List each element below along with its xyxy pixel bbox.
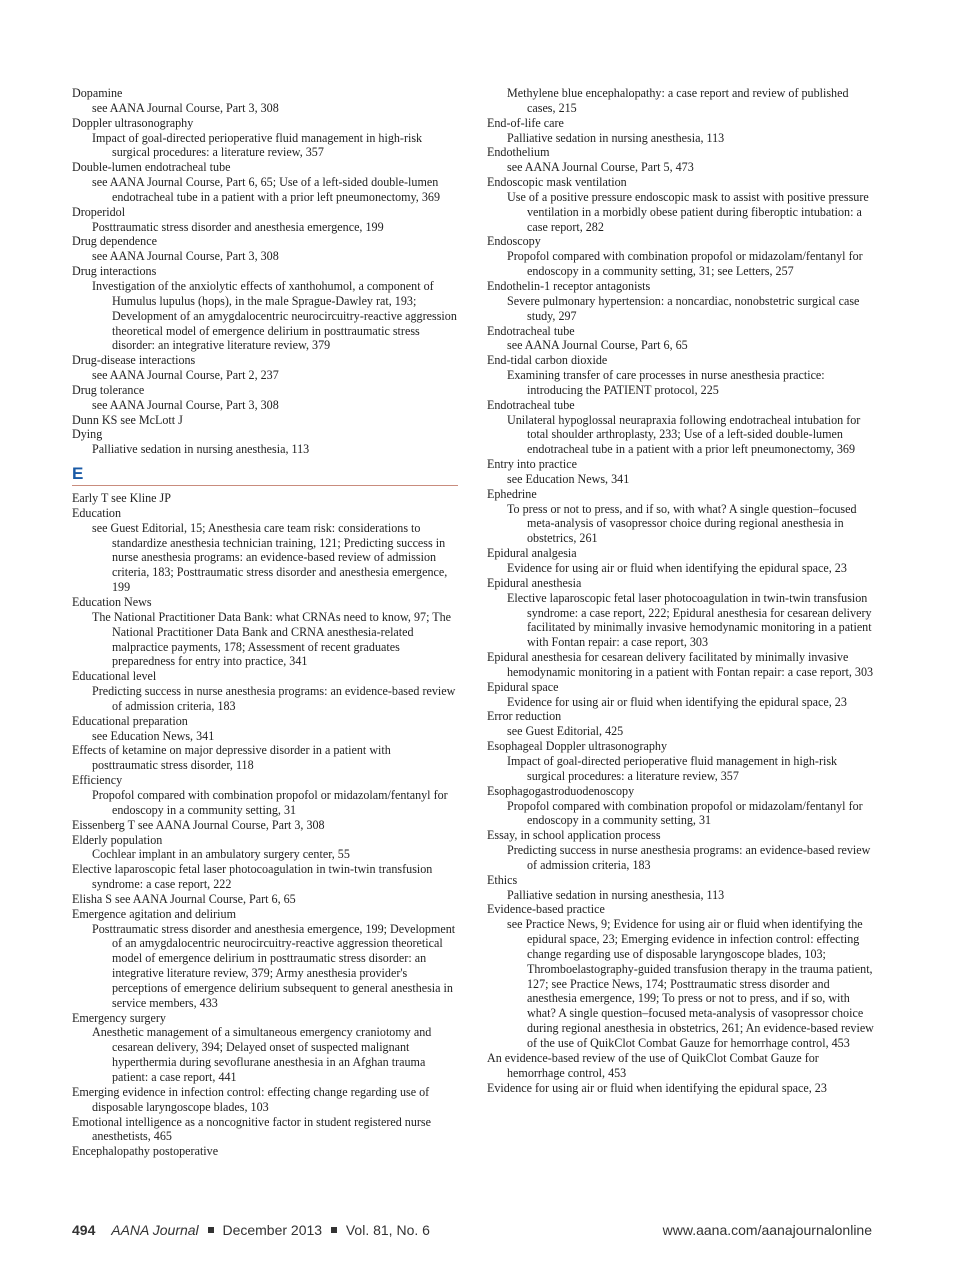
index-subentry: Impact of goal-directed perioperative fluid management in high-risk surgical procedures: a literature review, 357 (92, 130, 423, 160)
index-entry (72, 491, 458, 506)
index-heading: Epidural anesthesia (487, 575, 582, 590)
index-heading: Endothelin-1 receptor antagonists (487, 278, 651, 293)
index-subentry: Elective laparoscopic fetal laser photocoagulation in twin-twin transfusion syndrome: a case report, 222; Epidural anesthesia for cesarean delivery facilitated by minimally invasive hemodynamic monitoring in a patient with Fontan repair: a case report, 303 (507, 590, 872, 650)
index-entry (487, 902, 877, 1050)
index-heading: Endoscopy (487, 234, 541, 249)
index-subentry: Methylene blue encephalopathy: a case report and review of published cases, 215 (507, 86, 849, 115)
index-entry (72, 506, 458, 595)
index-heading: Esophagogastroduodenoscopy (487, 783, 635, 798)
index-subentry: Evidence for using air or fluid when identifying the epidural space, 23 (507, 561, 847, 575)
index-entries-e-continued (487, 86, 877, 1095)
index-entry (487, 324, 877, 354)
index-heading: Epidural analgesia (487, 546, 577, 561)
index-entry (487, 680, 877, 710)
index-entry (72, 353, 458, 383)
index-entry (72, 1144, 458, 1159)
volume-info: Vol. 81, No. 6 (345, 1222, 430, 1238)
index-entry (72, 413, 458, 428)
index-subentry: see Guest Editorial, 15; Anesthesia care team risk: considerations to standardize anesthesia technician training, 121; Predicting success in nurse anesthesia programs: an evidence-based review of admission criteria, 183; Posttraumatic stress disorder and anesthesia emergence, 199 (92, 520, 448, 595)
index-heading: Educational preparation (72, 713, 188, 728)
index-heading: Drug dependence (72, 234, 157, 249)
index-subentry: Unilateral hypoglossal neurapraxia following endotracheal intubation for total shoulder arthroplasty, 233; Use of a left-sided double-lumen endotracheal tube in a patient with a prior left pneumonectomy, 369 (507, 412, 861, 457)
index-entry (487, 234, 877, 279)
index-subentry: Posttraumatic stress disorder and anesthesia emergence, 199; Development of an amygdalocentric neurocircuitry-reactive aggression theoretical model of emergence delirium in posttraumatic stress disorder: an integrative literature review, 379; Army anesthesia provider's perceptions of emergence delirium subsequent to general anesthesia in service members, 433 (92, 921, 456, 1010)
index-heading: An evidence-based review of the use of QuikClot Combat Gauze for hemorrhage control, 453 (487, 1050, 819, 1080)
index-entry (72, 1115, 458, 1145)
index-entry (487, 398, 877, 457)
index-heading: Endoscopic mask ventilation (487, 175, 627, 190)
index-subentry: see AANA Journal Course, Part 2, 237 (92, 368, 279, 383)
index-subentry: Examining transfer of care processes in nurse anesthesia practice: introducing the PATIENT protocol, 225 (507, 368, 825, 397)
index-heading: Effects of ketamine on major depressive disorder in a patient with posttraumatic stress disorder, 118 (72, 743, 391, 773)
index-entry (487, 576, 877, 650)
index-entry (487, 739, 877, 784)
index-heading: Emergence agitation and delirium (72, 906, 236, 921)
index-entries-d (72, 86, 458, 457)
index-heading: Efficiency (72, 773, 123, 788)
journal-url: www.aana.com/aanajournalonline (662, 1222, 872, 1238)
index-heading: Dying (72, 427, 103, 442)
index-entry (72, 264, 458, 353)
index-entry (72, 86, 458, 116)
index-subentry: Evidence for using air or fluid when identifying the epidural space, 23 (507, 694, 847, 709)
index-entry (487, 873, 877, 903)
index-entry (72, 205, 458, 235)
index-subentry: see Practice News, 9; Evidence for using air or fluid when identifying the epidural space, 23; Emerging evidence in infection control: effecting change regarding use of disposable laryngoscope blades, 103; Thromboelastography-guided transfusion therapy in the trauma patient, 127; see Practice News, 174; Posttraumatic stress disorder and anesthesia emergence, 199; To press or not to press, and if so, with what? A single question–focused meta-analysis of vasopressor choice during regional anesthesia in obstetrics, 261; An evidence-based review of the use of QuikClot Combat Gauze for hemorrhage control, 453 (507, 917, 874, 1050)
index-subentry: see Education News, 341 (92, 728, 215, 743)
index-entry (72, 862, 458, 892)
index-heading: Essay, in school application process (487, 828, 661, 843)
page-footer (72, 1222, 872, 1242)
index-entry (72, 773, 458, 818)
index-entry (487, 457, 877, 487)
index-subentry: Propofol compared with combination propofol or midazolam/fentanyl for endoscopy in a community setting, 31 (92, 787, 448, 817)
index-subentry: Palliative sedation in nursing anesthesia, 113 (507, 887, 725, 902)
index-entry (487, 709, 877, 739)
index-heading: Educational level (72, 669, 157, 684)
separator-square-icon (208, 1227, 214, 1233)
index-heading: Endotracheal tube (487, 323, 575, 338)
index-heading: Entry into practice (487, 457, 577, 472)
separator-square-icon (331, 1227, 337, 1233)
index-entry (72, 1085, 458, 1115)
index-heading: Emerging evidence in infection control: effecting change regarding use of disposable laryngoscope blades, 103 (72, 1084, 430, 1114)
index-subentry: Use of a positive pressure endoscopic mask to assist with positive pressure ventilation in a morbidly obese patient during fiberoptic intubation: a case report, 282 (507, 189, 869, 234)
index-subentry: see Guest Editorial, 425 (507, 724, 624, 739)
right-column (487, 86, 877, 1095)
index-subentry: Predicting success in nurse anesthesia programs: an evidence-based review of admission criteria, 183 (92, 684, 456, 713)
index-entry (72, 743, 458, 773)
index-heading: Encephalopathy postoperative (72, 1144, 219, 1159)
index-heading: Drug tolerance (72, 382, 145, 397)
index-heading: Evidence-based practice (487, 902, 605, 917)
index-heading: Dopamine (72, 86, 123, 100)
index-entry (72, 714, 458, 744)
index-entry (72, 234, 458, 264)
index-heading: Emotional intelligence as a noncognitive factor in student registered nurse anesthetists, 465 (72, 1114, 432, 1144)
journal-name: AANA Journal (111, 1222, 199, 1238)
index-subentry: Palliative sedation in nursing anesthesia, 113 (92, 442, 310, 457)
index-subentry: Impact of goal-directed perioperative fluid management in high-risk surgical procedures: a literature review, 357 (507, 753, 838, 783)
index-subentry: The National Practitioner Data Bank: what CRNAs need to know, 97; The National Practitioner Data Bank and CRNA anesthesia-related malpractice payments, 178; Assessment of recent graduates preparedness for entry into practice, 341 (92, 609, 452, 669)
index-subentry: see AANA Journal Course, Part 6, 65; Use of a left-sided double-lumen endotracheal tube in a patient with a prior left pneumonectomy, 369 (92, 175, 440, 204)
index-entry (487, 116, 877, 146)
index-heading: Epidural anesthesia for cesarean delivery facilitated by minimally invasive hemodynamic monitoring in a patient with Fontan repair: a case report, 303 (487, 650, 874, 679)
index-subentry: Investigation of the anxiolytic effects of xanthohumol, a component of Humulus lupulus (hops), in the male Sprague-Dawley rat, 193; Development of an amygdalocentric neurocircuitry-reactive aggression theoretical model of emergence delirium in posttraumatic stress disorder: an integrative literature review, 379 (92, 278, 457, 353)
index-entry (72, 669, 458, 714)
index-heading: Education (72, 505, 122, 520)
index-entries-e (72, 491, 458, 1159)
index-heading: Elderly population (72, 832, 163, 847)
issue-date: December 2013 (222, 1222, 323, 1238)
index-heading: End-of-life care (487, 115, 564, 130)
index-subentry: Propofol compared with combination propofol or midazolam/fentanyl for endoscopy in a community setting, 31; see Letters, 257 (507, 249, 863, 279)
index-heading: Double-lumen endotracheal tube (72, 160, 231, 175)
index-entry (487, 784, 877, 829)
index-heading: Drug-disease interactions (72, 353, 196, 368)
index-entry (487, 1051, 877, 1081)
index-heading: Error reduction (487, 709, 562, 724)
index-subentry: see Education News, 341 (507, 471, 630, 486)
index-subentry: Anesthetic management of a simultaneous emergency craniotomy and cesarean delivery, 394; Delayed onset of suspected malignant hyperthermia during sevoflurane anesthesia in an Afghan trauma patient: a case report, 441 (92, 1025, 432, 1084)
section-letter-e: E (72, 464, 458, 486)
index-entry (487, 86, 877, 116)
index-subentry: To press or not to press, and if so, with what? A single question–focused meta-analysis of vasopressor choice during regional anesthesia in obstetrics, 261 (507, 501, 857, 546)
index-subentry: Propofol compared with combination propofol or midazolam/fentanyl for endoscopy in a community setting, 31 (507, 798, 863, 828)
index-entry (487, 145, 877, 175)
left-column (72, 86, 458, 1159)
index-subentry: see AANA Journal Course, Part 6, 65 (507, 338, 688, 353)
index-subentry: Predicting success in nurse anesthesia programs: an evidence-based review of admission criteria, 183 (507, 843, 871, 872)
index-entry (487, 828, 877, 873)
index-entry (72, 818, 458, 833)
index-entry (72, 116, 458, 161)
index-heading: End-tidal carbon dioxide (487, 353, 608, 368)
index-heading: Emergency surgery (72, 1010, 166, 1025)
page-number: 494 (72, 1222, 96, 1238)
index-entry (487, 353, 877, 398)
index-heading: Eissenberg T see AANA Journal Course, Part 3, 308 (72, 817, 325, 832)
index-heading: Doppler ultrasonography (72, 115, 194, 130)
index-entry (72, 595, 458, 669)
index-heading: Endotracheal tube (487, 397, 575, 412)
index-heading: Epidural space (487, 679, 559, 694)
index-entry (487, 1081, 877, 1096)
index-subentry: see AANA Journal Course, Part 5, 473 (507, 160, 694, 175)
index-entry (72, 892, 458, 907)
index-subentry: Posttraumatic stress disorder and anesthesia emergence, 199 (92, 219, 384, 234)
index-entry (487, 279, 877, 324)
index-entry (72, 383, 458, 413)
index-subentry: Cochlear implant in an ambulatory surgery center, 55 (92, 847, 350, 862)
index-heading: Evidence for using air or fluid when identifying the epidural space, 23 (487, 1080, 827, 1095)
index-entry (487, 650, 877, 680)
index-heading: Endothelium (487, 145, 550, 160)
index-heading: Elisha S see AANA Journal Course, Part 6, 65 (72, 891, 296, 906)
index-subentry: see AANA Journal Course, Part 3, 308 (92, 397, 279, 412)
index-subentry: Palliative sedation in nursing anesthesia, 113 (507, 130, 725, 145)
index-entry (487, 487, 877, 546)
index-heading: Ethics (487, 872, 518, 887)
index-heading: Elective laparoscopic fetal laser photocoagulation in twin-twin transfusion syndrome: a case report, 222 (72, 862, 433, 892)
index-entry (72, 160, 458, 205)
index-heading: Dunn KS see McLott J (72, 412, 183, 427)
index-heading: Education News (72, 595, 152, 609)
index-heading: Drug interactions (72, 264, 157, 279)
index-entry (72, 427, 458, 457)
index-heading: Esophageal Doppler ultrasonography (487, 739, 668, 754)
index-heading: Droperidol (72, 204, 126, 219)
index-subentry: see AANA Journal Course, Part 3, 308 (92, 249, 279, 264)
index-entry (72, 833, 458, 863)
index-heading: Ephedrine (487, 486, 537, 501)
index-entry (487, 546, 877, 576)
index-heading: Early T see Kline JP (72, 491, 171, 506)
index-subentry: see AANA Journal Course, Part 3, 308 (92, 100, 279, 115)
index-entry (72, 1011, 458, 1085)
index-entry (72, 907, 458, 1011)
index-subentry: Severe pulmonary hypertension: a noncardiac, nonobstetric surgical case study, 297 (507, 293, 860, 323)
index-entry (487, 175, 877, 234)
